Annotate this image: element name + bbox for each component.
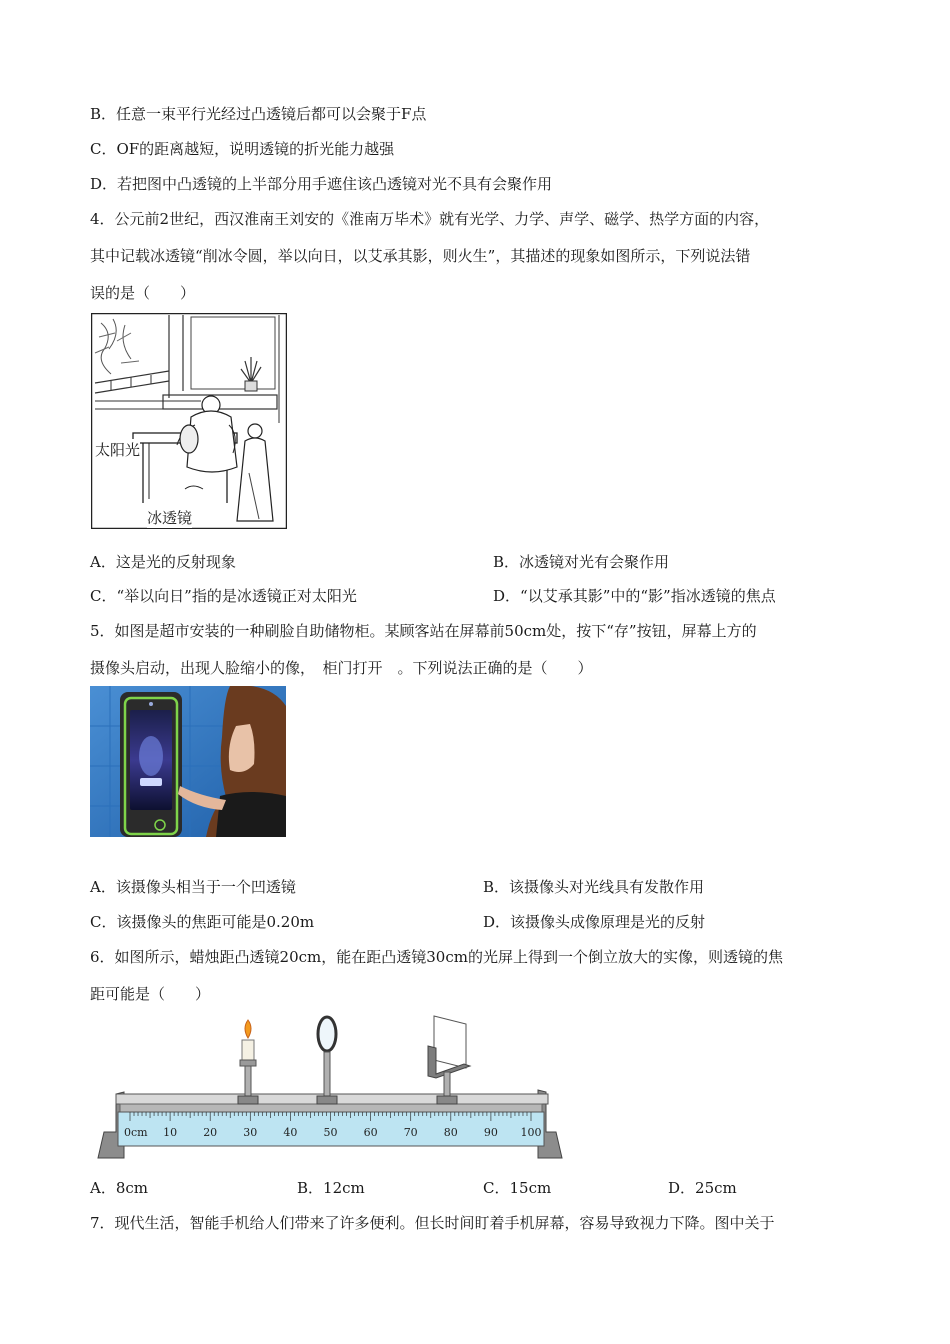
q3-option-b: B．任意一束平行光经过凸透镜后都可以会聚于F点 bbox=[90, 105, 427, 123]
q4-option-a: A．这是光的反射现象 bbox=[90, 553, 236, 571]
bench-tick-label: 0cm bbox=[124, 1126, 148, 1139]
q5-option-d: D．该摄像头成像原理是光的反射 bbox=[483, 913, 706, 931]
light-screen bbox=[428, 1016, 470, 1104]
bench-tick-label: 20 bbox=[203, 1126, 218, 1139]
face-recognition-locker-photo bbox=[90, 686, 286, 837]
bench-tick-label: 70 bbox=[403, 1126, 418, 1139]
bench-tick-label: 60 bbox=[363, 1126, 378, 1139]
q4-option-b: B．冰透镜对光有会聚作用 bbox=[493, 553, 670, 571]
q6-option-c: C．15cm bbox=[483, 1179, 552, 1197]
bench-tick-label: 30 bbox=[243, 1126, 258, 1139]
optical-bench-figure bbox=[90, 1012, 570, 1164]
q5-stem-line2: 摄像头启动，出现人脸缩小的像， 柜门打开 。下列说法正确的是（ ） bbox=[90, 659, 593, 677]
q5-option-a: A．该摄像头相当于一个凹透镜 bbox=[90, 878, 296, 896]
q6-option-a: A．8cm bbox=[90, 1179, 149, 1197]
q7-stem-line1: 7．现代生活，智能手机给人们带来了许多便利。但长时间盯着手机屏幕，容易导致视力下降。图中关于 bbox=[90, 1214, 775, 1232]
q6-stem-line1: 6．如图所示，蜡烛距凸透镜20cm，能在距凸透镜30cm的光屏上得到一个倒立放大的实像，则透镜的焦 bbox=[90, 948, 783, 966]
locker-photo-drawing bbox=[90, 686, 286, 837]
bench-tick-label: 50 bbox=[323, 1126, 338, 1139]
q4-stem-line3: 误的是（ ） bbox=[90, 284, 196, 302]
q4-stem-line2: 其中记载冰透镜“削冰令圆，举以向日，以艾承其影，则火生”，其描述的现象如图所示，下列说法错 bbox=[90, 247, 751, 265]
q6-stem-line2: 距可能是（ ） bbox=[90, 985, 211, 1003]
q4-option-d: D．“以艾承其影”中的“影”指冰透镜的焦点 bbox=[493, 587, 776, 605]
q5-option-b: B．该摄像头对光线具有发散作用 bbox=[483, 878, 705, 896]
optical-bench-drawing bbox=[90, 1012, 570, 1164]
bench-tick-label: 90 bbox=[483, 1126, 498, 1139]
bench-tick-label: 40 bbox=[283, 1126, 298, 1139]
convex-lens bbox=[317, 1017, 337, 1104]
q5-stem-line1: 5．如图是超市安装的一种刷脸自助储物柜。某顾客站在屏幕前50cm处，按下“存”按钮，屏幕上方的 bbox=[90, 622, 757, 640]
bench-tick-label: 10 bbox=[163, 1126, 178, 1139]
ice-lens-drawing bbox=[91, 313, 287, 529]
q3-option-d: D．若把图中凸透镜的上半部分用手遮住该凸透镜对光不具有会聚作用 bbox=[90, 175, 553, 193]
bench-tick-label: 80 bbox=[443, 1126, 458, 1139]
ice-lens-illustration bbox=[91, 313, 287, 529]
q6-option-d: D．25cm bbox=[668, 1179, 737, 1197]
q4-stem-line1: 4．公元前2世纪，西汉淮南王刘安的《淮南万毕术》就有光学、力学、声学、磁学、热学方面的内容， bbox=[90, 210, 770, 228]
candle bbox=[238, 1020, 258, 1104]
q6-option-b: B．12cm bbox=[297, 1179, 365, 1197]
sunlight-label: 太阳光 bbox=[95, 441, 141, 459]
q5-option-c: C．该摄像头的焦距可能是0.20m bbox=[90, 913, 315, 931]
bench-tick-label: 100 bbox=[520, 1126, 542, 1139]
q4-option-c: C．“举以向日”指的是冰透镜正对太阳光 bbox=[90, 587, 357, 605]
ice-lens-label: 冰透镜 bbox=[147, 509, 193, 527]
q3-option-c: C．OF的距离越短，说明透镜的折光能力越强 bbox=[90, 140, 395, 158]
